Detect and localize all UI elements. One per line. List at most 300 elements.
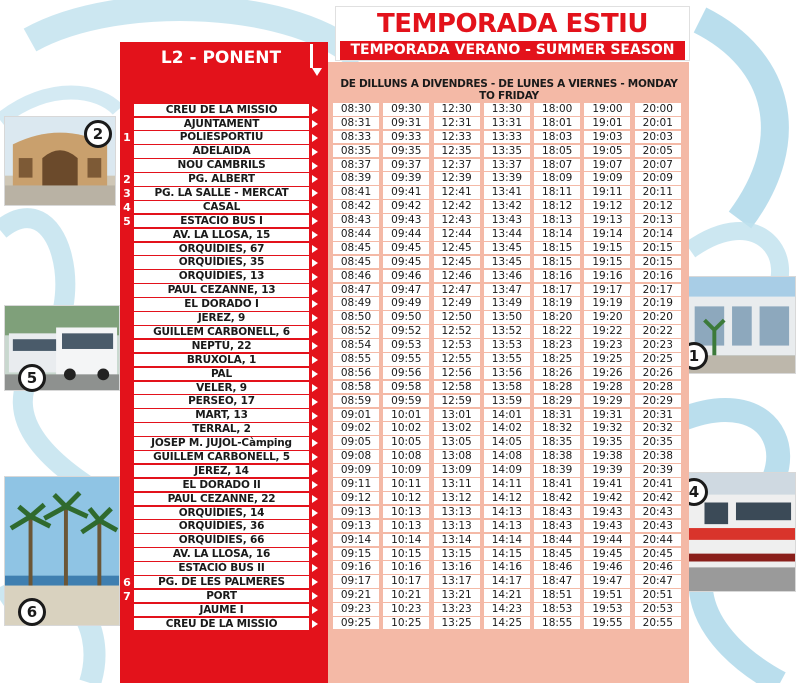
departure-time: 18:44 — [534, 534, 580, 547]
time-row — [333, 214, 685, 228]
departure-time: 20:32 — [635, 422, 681, 435]
departure-time: 18:05 — [534, 145, 580, 158]
stop-name: POLIESPORTIU — [134, 131, 309, 144]
stop-row — [120, 561, 328, 575]
departure-time: 12:35 — [434, 145, 480, 158]
departure-time: 20:41 — [635, 478, 681, 491]
departure-time: 12:44 — [434, 228, 480, 241]
stop-name: VELER, 9 — [134, 382, 309, 395]
departure-time: 18:31 — [534, 409, 580, 422]
departure-time: 13:55 — [484, 353, 530, 366]
departure-time: 20:55 — [635, 617, 681, 630]
departure-time: 19:32 — [584, 422, 630, 435]
departure-time: 09:23 — [333, 603, 379, 616]
stop-row — [120, 589, 328, 603]
departure-time: 13:14 — [434, 534, 480, 547]
days-header: DE DILLUNS A DIVENDRES - DE LUNES A VIERNES - MONDAY TO FRIDAY — [340, 78, 678, 102]
departure-time: 10:17 — [383, 575, 429, 588]
departure-time: 13:52 — [484, 325, 530, 338]
departure-time: 19:44 — [584, 534, 630, 547]
departure-time: 20:13 — [635, 214, 681, 227]
departure-time: 18:03 — [534, 131, 580, 144]
departure-time: 13:21 — [434, 589, 480, 602]
departure-time: 13:11 — [434, 478, 480, 491]
departure-time: 12:39 — [434, 172, 480, 185]
stop-row — [120, 131, 328, 145]
departure-time: 19:17 — [584, 284, 630, 297]
departure-time: 09:49 — [383, 297, 429, 310]
stop-row — [120, 548, 328, 562]
stop-name: JOSEP M. JUJOL-Càmping — [134, 437, 309, 450]
photo-number-badge: 5 — [18, 364, 46, 392]
departure-time: 14:16 — [484, 561, 530, 574]
departure-time: 20:14 — [635, 228, 681, 241]
departure-time: 18:26 — [534, 367, 580, 380]
departure-time: 12:53 — [434, 339, 480, 352]
departure-time: 08:58 — [333, 381, 379, 394]
departure-time: 13:39 — [484, 172, 530, 185]
departure-time: 08:41 — [333, 186, 379, 199]
departure-time: 19:05 — [584, 145, 630, 158]
departure-time: 19:28 — [584, 381, 630, 394]
departure-time: 20:12 — [635, 200, 681, 213]
departure-time: 18:28 — [534, 381, 580, 394]
departure-time: 10:21 — [383, 589, 429, 602]
arrow-right-icon — [312, 425, 318, 433]
arrow-right-icon — [312, 550, 318, 558]
departure-time: 12:46 — [434, 270, 480, 283]
arrow-right-icon — [312, 259, 318, 267]
time-row — [333, 381, 685, 395]
time-row — [333, 284, 685, 298]
departure-time: 12:37 — [434, 159, 480, 172]
arrow-right-icon — [312, 189, 318, 197]
departure-time: 10:13 — [383, 520, 429, 533]
departure-time: 20:26 — [635, 367, 681, 380]
departure-time: 19:00 — [584, 103, 630, 116]
departure-time: 19:55 — [584, 617, 630, 630]
arrow-right-icon — [312, 342, 318, 350]
departure-time: 19:46 — [584, 561, 630, 574]
departure-time: 19:39 — [584, 464, 630, 477]
departure-time: 19:19 — [584, 297, 630, 310]
stop-row — [120, 200, 328, 214]
departure-time: 14:15 — [484, 548, 530, 561]
departure-time: 18:47 — [534, 575, 580, 588]
time-row — [333, 478, 685, 492]
stop-row — [120, 117, 328, 131]
departure-time: 18:15 — [534, 256, 580, 269]
stop-row — [120, 242, 328, 256]
departure-time: 19:29 — [584, 395, 630, 408]
departure-time: 14:01 — [484, 409, 530, 422]
season-subtitle: TEMPORADA VERANO - SUMMER SEASON — [340, 41, 684, 60]
stop-row — [120, 270, 328, 284]
departure-time: 19:43 — [584, 520, 630, 533]
departure-time: 19:43 — [584, 506, 630, 519]
departure-time: 08:31 — [333, 117, 379, 130]
departure-time: 08:50 — [333, 311, 379, 324]
departure-time: 18:32 — [534, 422, 580, 435]
time-row — [333, 450, 685, 464]
departure-time: 08:47 — [333, 284, 379, 297]
arrow-down-icon — [312, 68, 322, 76]
departure-time: 08:49 — [333, 297, 379, 310]
departure-time: 18:15 — [534, 242, 580, 255]
stop-photo-ref: 1 — [123, 131, 131, 145]
arrow-right-icon — [312, 370, 318, 378]
departure-time: 08:45 — [333, 256, 379, 269]
time-row — [333, 159, 685, 173]
departure-time: 12:45 — [434, 242, 480, 255]
departure-time: 20:29 — [635, 395, 681, 408]
stop-photo-ref: 2 — [123, 172, 131, 186]
departure-time: 13:46 — [484, 270, 530, 283]
departure-time: 20:38 — [635, 450, 681, 463]
departure-time: 20:16 — [635, 270, 681, 283]
departure-time: 20:42 — [635, 492, 681, 505]
departure-time: 09:37 — [383, 159, 429, 172]
stop-row — [120, 353, 328, 367]
departure-time: 13:45 — [484, 242, 530, 255]
stop-row — [120, 506, 328, 520]
stop-name: GUILLEM CARBONELL, 6 — [134, 326, 309, 339]
departure-time: 09:13 — [333, 520, 379, 533]
departure-time: 08:59 — [333, 395, 379, 408]
departure-time: 10:16 — [383, 561, 429, 574]
departure-time: 18:42 — [534, 492, 580, 505]
stop-name: TERRAL, 2 — [134, 423, 309, 436]
stop-row — [120, 395, 328, 409]
departure-time: 13:35 — [484, 145, 530, 158]
departure-time: 08:30 — [333, 103, 379, 116]
departure-time: 09:30 — [383, 103, 429, 116]
time-row — [333, 520, 685, 534]
departure-time: 10:08 — [383, 450, 429, 463]
arrow-right-icon — [312, 217, 318, 225]
departure-time: 18:20 — [534, 311, 580, 324]
stop-name: JAUME I — [134, 604, 309, 617]
stop-row — [120, 492, 328, 506]
departure-time: 12:58 — [434, 381, 480, 394]
departure-time: 18:29 — [534, 395, 580, 408]
timetable-grid — [333, 103, 685, 631]
stop-row — [120, 325, 328, 339]
stop-row — [120, 311, 328, 325]
departure-time: 20:00 — [635, 103, 681, 116]
departure-time: 18:19 — [534, 297, 580, 310]
stop-name: MART, 13 — [134, 409, 309, 422]
stop-name: ORQUÍDIES, 13 — [134, 270, 309, 283]
stop-name: JEREZ, 14 — [134, 465, 309, 478]
stop-name: AV. LA LLOSA, 16 — [134, 548, 309, 561]
stop-row — [120, 367, 328, 381]
stop-row — [120, 409, 328, 423]
arrow-right-icon — [312, 481, 318, 489]
departure-time: 19:26 — [584, 367, 630, 380]
departure-time: 18:17 — [534, 284, 580, 297]
arrow-right-icon — [312, 106, 318, 114]
time-row — [333, 131, 685, 145]
time-row — [333, 200, 685, 214]
departure-time: 09:15 — [333, 548, 379, 561]
time-row — [333, 575, 685, 589]
stop-name: EL DORADO II — [134, 479, 309, 492]
time-row — [333, 145, 685, 159]
departure-time: 20:39 — [635, 464, 681, 477]
departure-time: 20:07 — [635, 159, 681, 172]
departure-time: 18:55 — [534, 617, 580, 630]
arrow-right-icon — [312, 592, 318, 600]
departure-time: 08:52 — [333, 325, 379, 338]
departure-time: 19:20 — [584, 311, 630, 324]
photo-number-badge: 4 — [680, 478, 708, 506]
departure-time: 13:13 — [434, 520, 480, 533]
arrow-right-icon — [312, 467, 318, 475]
time-row — [333, 548, 685, 562]
stop-name: PG. LA SALLE - MERCAT — [134, 187, 309, 200]
time-row — [333, 311, 685, 325]
departure-time: 12:59 — [434, 395, 480, 408]
departure-time: 18:41 — [534, 478, 580, 491]
departure-time: 20:20 — [635, 311, 681, 324]
departure-time: 13:25 — [434, 617, 480, 630]
time-row — [333, 422, 685, 436]
stop-photo-ref: 4 — [123, 200, 131, 214]
departure-time: 09:02 — [333, 422, 379, 435]
stop-row — [120, 534, 328, 548]
stop-row — [120, 575, 328, 589]
departure-time: 13:15 — [434, 548, 480, 561]
departure-time: 08:45 — [333, 242, 379, 255]
arrow-right-icon — [312, 328, 318, 336]
departure-time: 08:39 — [333, 172, 379, 185]
departure-time: 13:37 — [484, 159, 530, 172]
stop-name: NEPTÚ, 22 — [134, 340, 309, 353]
departure-time: 10:02 — [383, 422, 429, 435]
departure-time: 20:43 — [635, 506, 681, 519]
arrow-right-icon — [312, 509, 318, 517]
departure-time: 09:39 — [383, 172, 429, 185]
departure-time: 09:45 — [383, 256, 429, 269]
stop-name: CREU DE LA MISSIÓ — [134, 618, 309, 631]
time-row — [333, 103, 685, 117]
departure-time: 20:01 — [635, 117, 681, 130]
departure-time: 18:35 — [534, 436, 580, 449]
departure-time: 19:07 — [584, 159, 630, 172]
departure-time: 14:21 — [484, 589, 530, 602]
departure-time: 19:13 — [584, 214, 630, 227]
stop-name: PG. ALBERT — [134, 173, 309, 186]
departure-time: 20:44 — [635, 534, 681, 547]
departure-time: 19:22 — [584, 325, 630, 338]
arrow-right-icon — [312, 564, 318, 572]
departure-time: 18:12 — [534, 200, 580, 213]
time-row — [333, 242, 685, 256]
departure-time: 09:56 — [383, 367, 429, 380]
departure-time: 20:19 — [635, 297, 681, 310]
stop-row — [120, 159, 328, 173]
time-row — [333, 492, 685, 506]
arrow-right-icon — [312, 120, 318, 128]
arrow-right-icon — [312, 537, 318, 545]
time-row — [333, 617, 685, 631]
departure-time: 20:11 — [635, 186, 681, 199]
departure-time: 14:05 — [484, 436, 530, 449]
departure-time: 19:09 — [584, 172, 630, 185]
departure-time: 18:07 — [534, 159, 580, 172]
stop-row — [120, 436, 328, 450]
departure-time: 09:17 — [333, 575, 379, 588]
departure-time: 10:01 — [383, 409, 429, 422]
departure-time: 20:46 — [635, 561, 681, 574]
stop-row — [120, 450, 328, 464]
departure-time: 20:47 — [635, 575, 681, 588]
departure-time: 18:23 — [534, 339, 580, 352]
arrow-right-icon — [312, 356, 318, 364]
stop-photo-ref: 3 — [123, 186, 131, 200]
departure-time: 09:05 — [333, 436, 379, 449]
departure-time: 13:13 — [434, 506, 480, 519]
departure-time: 13:45 — [484, 256, 530, 269]
time-row — [333, 589, 685, 603]
departure-time: 13:50 — [484, 311, 530, 324]
departure-time: 09:43 — [383, 214, 429, 227]
stop-row — [120, 478, 328, 492]
departure-time: 13:49 — [484, 297, 530, 310]
departure-time: 20:51 — [635, 589, 681, 602]
departure-time: 12:55 — [434, 353, 480, 366]
stop-name: ORQUÍDIES, 35 — [134, 256, 309, 269]
arrow-right-icon — [312, 134, 318, 142]
season-title-box — [335, 6, 690, 61]
route-direction-line — [310, 44, 313, 68]
departure-time: 09:11 — [333, 478, 379, 491]
stop-row — [120, 381, 328, 395]
departure-time: 08:55 — [333, 353, 379, 366]
departure-time: 09:52 — [383, 325, 429, 338]
departure-time: 19:11 — [584, 186, 630, 199]
departure-time: 13:53 — [484, 339, 530, 352]
stop-name: AV. LA LLOSA, 15 — [134, 229, 309, 242]
time-row — [333, 339, 685, 353]
departure-time: 09:33 — [383, 131, 429, 144]
departure-time: 13:31 — [484, 117, 530, 130]
departure-time: 09:35 — [383, 145, 429, 158]
departure-time: 12:30 — [434, 103, 480, 116]
departure-time: 14:13 — [484, 506, 530, 519]
departure-time: 10:15 — [383, 548, 429, 561]
departure-time: 13:41 — [484, 186, 530, 199]
departure-time: 12:47 — [434, 284, 480, 297]
departure-time: 13:02 — [434, 422, 480, 435]
time-row — [333, 506, 685, 520]
departure-time: 19:12 — [584, 200, 630, 213]
stop-name: NOU CAMBRILS — [134, 159, 309, 172]
arrow-right-icon — [312, 175, 318, 183]
departure-time: 13:23 — [434, 603, 480, 616]
departure-time: 19:01 — [584, 117, 630, 130]
departure-time: 20:23 — [635, 339, 681, 352]
departure-time: 13:12 — [434, 492, 480, 505]
stop-name: BRÚXOLA, 1 — [134, 354, 309, 367]
departure-time: 09:21 — [333, 589, 379, 602]
photo-number-badge: 2 — [84, 120, 112, 148]
departure-time: 20:43 — [635, 520, 681, 533]
time-row — [333, 409, 685, 423]
departure-time: 18:11 — [534, 186, 580, 199]
departure-time: 20:53 — [635, 603, 681, 616]
stop-row — [120, 172, 328, 186]
departure-time: 19:41 — [584, 478, 630, 491]
time-row — [333, 367, 685, 381]
departure-time: 18:09 — [534, 172, 580, 185]
departure-time: 13:33 — [484, 131, 530, 144]
departure-time: 10:12 — [383, 492, 429, 505]
departure-time: 18:51 — [534, 589, 580, 602]
stop-list — [120, 103, 328, 631]
arrow-right-icon — [312, 578, 318, 586]
time-row — [333, 186, 685, 200]
departure-time: 13:09 — [434, 464, 480, 477]
departure-time: 12:41 — [434, 186, 480, 199]
departure-time: 19:53 — [584, 603, 630, 616]
time-row — [333, 270, 685, 284]
departure-time: 12:31 — [434, 117, 480, 130]
departure-time: 09:41 — [383, 186, 429, 199]
departure-time: 19:23 — [584, 339, 630, 352]
departure-time: 09:12 — [333, 492, 379, 505]
departure-time: 08:46 — [333, 270, 379, 283]
departure-time: 12:42 — [434, 200, 480, 213]
departure-time: 14:17 — [484, 575, 530, 588]
stop-row — [120, 422, 328, 436]
stop-name: PERSEO, 17 — [134, 395, 309, 408]
departure-time: 10:23 — [383, 603, 429, 616]
stop-name: ORQUÍDIES, 66 — [134, 534, 309, 547]
stop-name: PG. DE LES PALMERES — [134, 576, 309, 589]
stop-row — [120, 520, 328, 534]
departure-time: 19:14 — [584, 228, 630, 241]
stop-row — [120, 103, 328, 117]
departure-time: 13:43 — [484, 214, 530, 227]
departure-time: 09:01 — [333, 409, 379, 422]
season-title: TEMPORADA ESTIU — [377, 9, 648, 39]
departure-time: 19:47 — [584, 575, 630, 588]
departure-time: 10:14 — [383, 534, 429, 547]
stop-photo-ref: 5 — [123, 214, 131, 228]
departure-time: 18:13 — [534, 214, 580, 227]
time-row — [333, 353, 685, 367]
time-row — [333, 256, 685, 270]
stop-name: PAL — [134, 368, 309, 381]
departure-time: 09:09 — [333, 464, 379, 477]
stop-name: ESTACIÓ BUS II — [134, 562, 309, 575]
departure-time: 09:55 — [383, 353, 429, 366]
photo-number-badge: 6 — [18, 598, 46, 626]
departure-time: 20:35 — [635, 436, 681, 449]
stop-row — [120, 214, 328, 228]
stop-name: ESTACIÓ BUS I — [134, 215, 309, 228]
departure-time: 13:08 — [434, 450, 480, 463]
departure-time: 14:13 — [484, 520, 530, 533]
departure-time: 19:15 — [584, 256, 630, 269]
departure-time: 18:01 — [534, 117, 580, 130]
arrow-right-icon — [312, 300, 318, 308]
departure-time: 18:16 — [534, 270, 580, 283]
departure-time: 08:35 — [333, 145, 379, 158]
departure-time: 10:05 — [383, 436, 429, 449]
